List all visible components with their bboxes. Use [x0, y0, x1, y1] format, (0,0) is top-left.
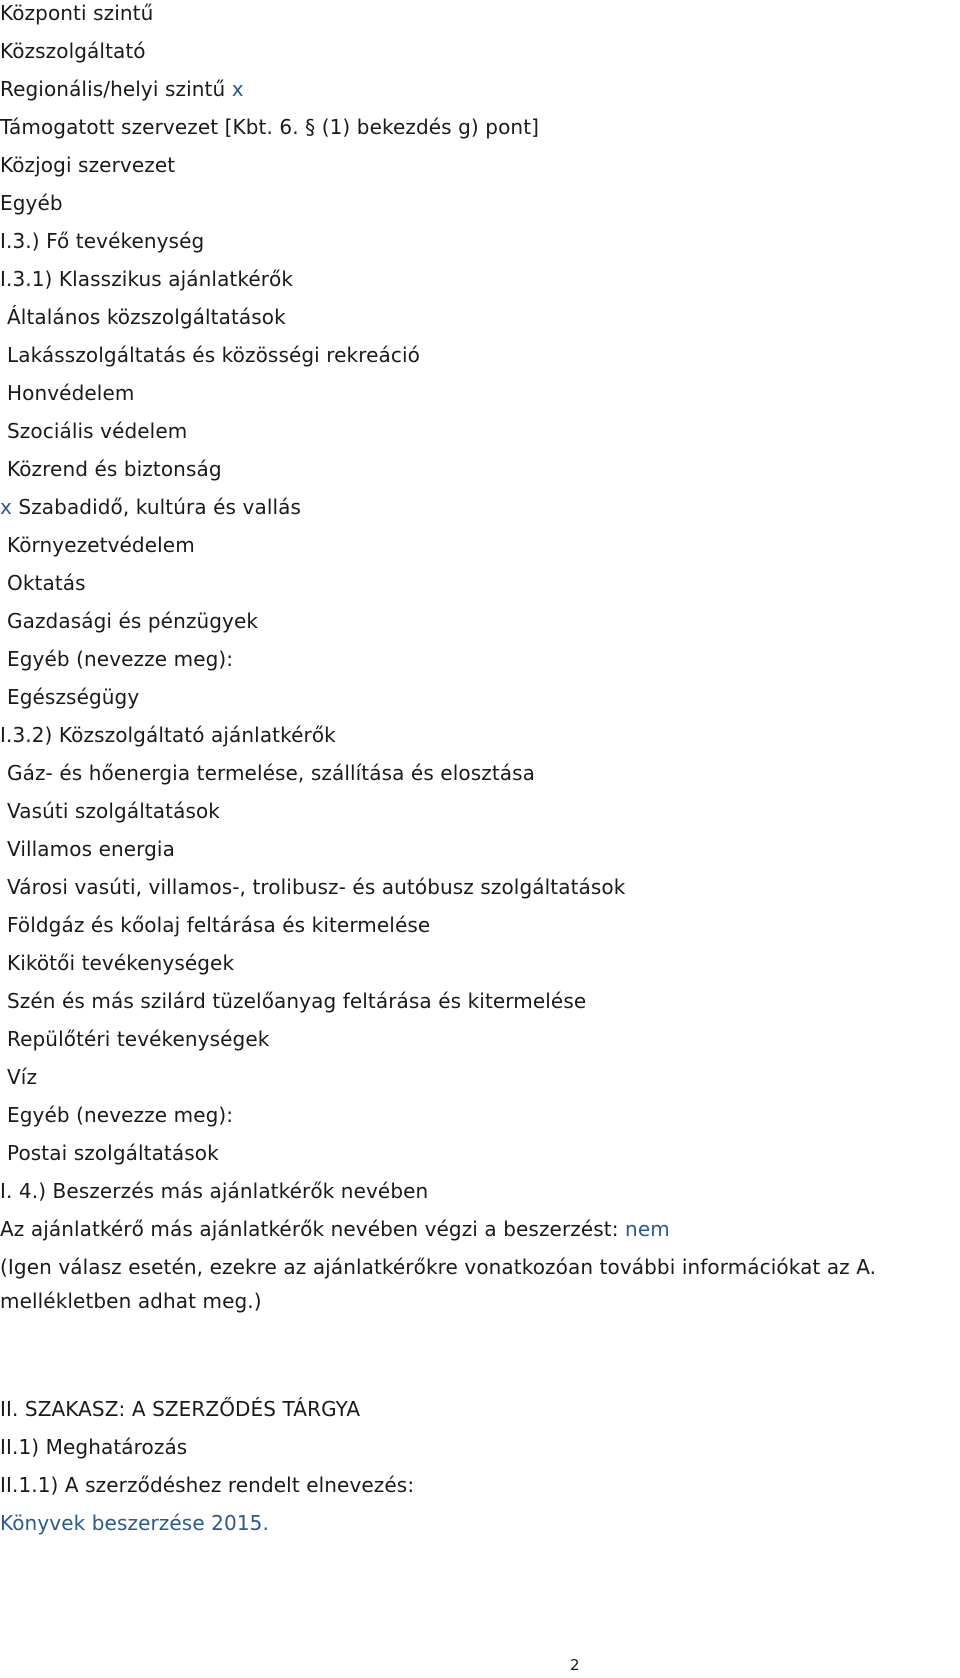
type-supported-org: Támogatott szervezet [Kbt. 6. § (1) bekezdés g) pont]	[0, 115, 540, 139]
part2-contract-name-label: II.1.1) A szerződéshez rendelt elnevezés:	[0, 1473, 415, 1497]
type-central: Központi szintű	[0, 1, 154, 25]
classic-heading: I.3.1) Klasszikus ajánlatkérők	[0, 267, 294, 291]
utility-item: Földgáz és kőolaj feltárása és kitermelése	[7, 913, 431, 937]
utility-item: Postai szolgáltatások	[7, 1141, 219, 1165]
utility-item: Villamos energia	[7, 837, 175, 861]
main-activity-heading: I.3.) Fő tevékenység	[0, 229, 205, 253]
classic-item: Környezetvédelem	[7, 533, 195, 557]
classic-item: Oktatás	[7, 571, 86, 595]
selected-mark: x	[231, 77, 244, 101]
classic-item: Egyéb (nevezze meg):	[7, 647, 234, 671]
part2-title: II. SZAKASZ: A SZERZŐDÉS TÁRGYA	[0, 1397, 361, 1421]
selected-mark: x	[0, 495, 12, 519]
utility-item: Gáz- és hőenergia termelése, szállítása és elosztása	[7, 761, 535, 785]
classic-item: Gazdasági és pénzügyek	[7, 609, 259, 633]
utility-item: Szén és más szilárd tüzelőanyag feltárása és kitermelése	[7, 989, 587, 1013]
type-regional-label: Regionális/helyi szintű	[0, 77, 226, 101]
utility-item: Vasúti szolgáltatások	[7, 799, 220, 823]
classic-item: Általános közszolgáltatások	[7, 305, 286, 329]
page-number: 2	[570, 1656, 580, 1674]
section4-answer: nem	[625, 1217, 670, 1241]
contract-name-value: Könyvek beszerzése 2015.	[0, 1511, 269, 1535]
utility-item: Kikötői tevékenységek	[7, 951, 235, 975]
classic-item-label: Szabadidő, kultúra és vallás	[18, 495, 302, 519]
classic-item: Szociális védelem	[7, 419, 188, 443]
classic-item: Honvédelem	[7, 381, 135, 405]
classic-item: Egészségügy	[7, 685, 140, 709]
utility-item: Városi vasúti, villamos-, trolibusz- és autóbusz szolgáltatások	[7, 875, 626, 899]
type-regional	[0, 76, 244, 102]
section4-heading: I. 4.) Beszerzés más ajánlatkérők nevében	[0, 1179, 429, 1203]
section4-question	[0, 1216, 670, 1242]
part2-definition-heading: II.1) Meghatározás	[0, 1435, 188, 1459]
section4-question-text: Az ajánlatkérő más ajánlatkérők nevében végzi a beszerzést:	[0, 1217, 619, 1241]
classic-item: Lakásszolgáltatás és közösségi rekreáció	[7, 343, 420, 367]
section4-note-line1: (Igen válasz esetén, ezekre az ajánlatkérőkre vonatkozóan további információkat az A.	[0, 1255, 877, 1279]
section4-note-line2: mellékletben adhat meg.)	[0, 1289, 262, 1313]
classic-item: Közrend és biztonság	[7, 457, 222, 481]
utility-item: Víz	[7, 1065, 38, 1089]
classic-item-selected	[0, 494, 301, 520]
utility-item: Repülőtéri tevékenységek	[7, 1027, 270, 1051]
utility-item: Egyéb (nevezze meg):	[7, 1103, 234, 1127]
type-public-law-org: Közjogi szervezet	[0, 153, 176, 177]
type-other: Egyéb	[0, 191, 63, 215]
type-utility: Közszolgáltató	[0, 39, 146, 63]
utility-heading: I.3.2) Közszolgáltató ajánlatkérők	[0, 723, 336, 747]
